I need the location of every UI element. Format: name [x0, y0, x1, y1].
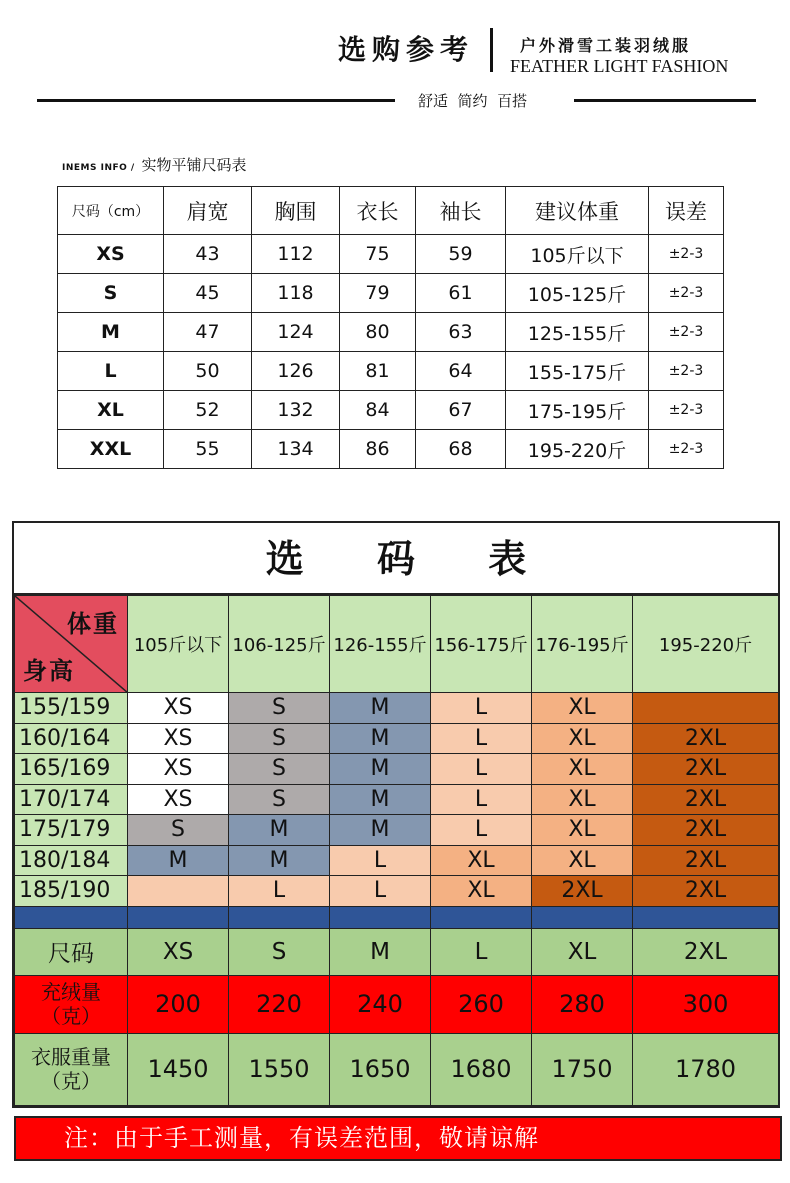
- flat-table-caption: [62, 154, 247, 175]
- down-fill-cell: 260: [431, 975, 532, 1033]
- table-cell: 79: [340, 274, 416, 313]
- size-recommendation-cell: S: [229, 723, 330, 754]
- weight-range-cell: 126-155斤: [330, 596, 431, 693]
- size-recommendation-cell: 2XL: [633, 784, 779, 815]
- brand-tagline: FEATHER LIGHT FASHION: [510, 56, 729, 76]
- divider-cell: [532, 906, 633, 928]
- table-cell: 112: [252, 235, 340, 274]
- table-cell: XS: [58, 235, 164, 274]
- size-recommendation-cell: M: [330, 693, 431, 724]
- table-cell: 124: [252, 313, 340, 352]
- table-row: [58, 391, 724, 430]
- weight-header-row: [15, 596, 779, 693]
- size-recommendation-cell: L: [431, 754, 532, 785]
- table-cell: 67: [416, 391, 506, 430]
- size-recommendation-cell: XL: [532, 693, 633, 724]
- slogan: 舒适 简约 百搭: [418, 92, 528, 110]
- divider-row: [15, 906, 779, 928]
- size-cell: XL: [532, 928, 633, 975]
- size-row: [15, 928, 779, 975]
- garment-weight-cell: 1550: [229, 1033, 330, 1105]
- table-cell: ±2-3: [649, 235, 724, 274]
- height-range-cell: 170/174: [15, 784, 128, 815]
- down-fill-label-line1: 充绒量: [41, 980, 101, 1004]
- table-row: [58, 313, 724, 352]
- down-fill-cell: 200: [128, 975, 229, 1033]
- down-fill-label-line2: （克）: [41, 1004, 101, 1028]
- height-axis-label: 身高: [23, 657, 75, 685]
- table-row: [58, 235, 724, 274]
- garment-weight-cell: 1780: [633, 1033, 779, 1105]
- size-chart: [12, 521, 780, 1108]
- table-cell: 125-155斤: [506, 313, 649, 352]
- size-chart-table: [14, 595, 779, 1106]
- size-recommendation-cell: 2XL: [532, 876, 633, 907]
- size-recommendation-cell: XL: [532, 845, 633, 876]
- height-row: [15, 876, 779, 907]
- size-recommendation-cell: XS: [128, 693, 229, 724]
- divider-cell: [128, 906, 229, 928]
- size-recommendation-cell: 2XL: [633, 845, 779, 876]
- table-cell: S: [58, 274, 164, 313]
- height-row: [15, 693, 779, 724]
- height-range-cell: 155/159: [15, 693, 128, 724]
- table-cell: 61: [416, 274, 506, 313]
- size-recommendation-cell: 2XL: [633, 754, 779, 785]
- size-recommendation-cell: L: [431, 693, 532, 724]
- weight-range-cell: 106-125斤: [229, 596, 330, 693]
- size-recommendation-cell: S: [229, 754, 330, 785]
- down-fill-cell: 240: [330, 975, 431, 1033]
- size-recommendation-cell: XL: [431, 876, 532, 907]
- size-recommendation-cell: M: [330, 784, 431, 815]
- divider-cell: [633, 906, 779, 928]
- size-recommendation-cell: L: [229, 876, 330, 907]
- size-recommendation-cell: XS: [128, 784, 229, 815]
- table-cell: 175-195斤: [506, 391, 649, 430]
- weight-range-cell: 176-195斤: [532, 596, 633, 693]
- table-cell: 59: [416, 235, 506, 274]
- height-range-cell: 175/179: [15, 815, 128, 846]
- page-title: 选购参考: [338, 33, 475, 66]
- title-divider: [490, 28, 493, 72]
- size-cell: M: [330, 928, 431, 975]
- size-recommendation-cell: 2XL: [633, 723, 779, 754]
- table-cell: 80: [340, 313, 416, 352]
- header-cell: 衣长: [340, 187, 416, 235]
- table-cell: 132: [252, 391, 340, 430]
- garment-weight-cell: 1650: [330, 1033, 431, 1105]
- size-recommendation-cell: XS: [128, 723, 229, 754]
- size-cell: S: [229, 928, 330, 975]
- size-recommendation-cell: M: [229, 845, 330, 876]
- table-cell: 134: [252, 430, 340, 469]
- corner-cell: [15, 596, 128, 693]
- garment-weight-cell: 1750: [532, 1033, 633, 1105]
- height-row: [15, 845, 779, 876]
- size-recommendation-cell: XL: [431, 845, 532, 876]
- down-fill-label: [15, 975, 128, 1033]
- header-cell: 尺码（cm）: [58, 187, 164, 235]
- table-cell: 63: [416, 313, 506, 352]
- header-cell: 胸围: [252, 187, 340, 235]
- height-row: [15, 815, 779, 846]
- down-fill-cell: 300: [633, 975, 779, 1033]
- table-cell: 43: [164, 235, 252, 274]
- garment-weight-label-line1: 衣服重量: [31, 1045, 111, 1069]
- divider-cell: [229, 906, 330, 928]
- height-range-cell: 185/190: [15, 876, 128, 907]
- size-label: 尺码: [15, 928, 128, 975]
- table-row: [58, 274, 724, 313]
- table-cell: ±2-3: [649, 274, 724, 313]
- size-cell: L: [431, 928, 532, 975]
- size-recommendation-cell: [128, 876, 229, 907]
- header-cell: 误差: [649, 187, 724, 235]
- size-recommendation-cell: L: [330, 876, 431, 907]
- table-cell: L: [58, 352, 164, 391]
- garment-weight-cell: 1450: [128, 1033, 229, 1105]
- divider-cell: [431, 906, 532, 928]
- header-cell: 建议体重: [506, 187, 649, 235]
- size-recommendation-cell: L: [431, 784, 532, 815]
- table-cell: 118: [252, 274, 340, 313]
- down-fill-row: [15, 975, 779, 1033]
- rule-left: [37, 99, 395, 102]
- size-cell: 2XL: [633, 928, 779, 975]
- table-header-row: [58, 187, 724, 235]
- size-cell: XS: [128, 928, 229, 975]
- size-recommendation-cell: L: [431, 723, 532, 754]
- size-chart-title: 选 码 表: [14, 523, 778, 595]
- size-recommendation-cell: XL: [532, 723, 633, 754]
- header-cell: 肩宽: [164, 187, 252, 235]
- rule-right: [574, 99, 756, 102]
- table-cell: XL: [58, 391, 164, 430]
- table-cell: 195-220斤: [506, 430, 649, 469]
- down-fill-cell: 220: [229, 975, 330, 1033]
- size-recommendation-cell: M: [128, 845, 229, 876]
- table-cell: ±2-3: [649, 391, 724, 430]
- garment-weight-label-line2: （克）: [41, 1069, 101, 1093]
- garment-weight-cell: 1680: [431, 1033, 532, 1105]
- size-recommendation-cell: S: [128, 815, 229, 846]
- weight-range-cell: 105斤以下: [128, 596, 229, 693]
- measurement-note: 注：由于手工测量，有误差范围，敬请谅解: [14, 1116, 782, 1161]
- size-recommendation-cell: 2XL: [633, 815, 779, 846]
- size-recommendation-cell: XL: [532, 815, 633, 846]
- height-range-cell: 180/184: [15, 845, 128, 876]
- table-cell: 105-125斤: [506, 274, 649, 313]
- product-name: 户外滑雪工装羽绒服: [520, 36, 692, 55]
- garment-weight-label: [15, 1033, 128, 1105]
- table-cell: 105斤以下: [506, 235, 649, 274]
- weight-axis-label: 体重: [67, 610, 119, 638]
- down-fill-cell: 280: [532, 975, 633, 1033]
- height-row: [15, 784, 779, 815]
- table-cell: ±2-3: [649, 313, 724, 352]
- table-cell: 47: [164, 313, 252, 352]
- size-recommendation-cell: [633, 693, 779, 724]
- height-range-cell: 160/164: [15, 723, 128, 754]
- table-cell: 68: [416, 430, 506, 469]
- size-recommendation-cell: S: [229, 784, 330, 815]
- table-cell: XXL: [58, 430, 164, 469]
- table-cell: 52: [164, 391, 252, 430]
- table-cell: 86: [340, 430, 416, 469]
- height-range-cell: 165/169: [15, 754, 128, 785]
- size-recommendation-cell: XS: [128, 754, 229, 785]
- table-cell: 50: [164, 352, 252, 391]
- size-recommendation-cell: M: [229, 815, 330, 846]
- divider-cell: [330, 906, 431, 928]
- table-cell: 75: [340, 235, 416, 274]
- flat-measure-table: [57, 186, 724, 469]
- table-cell: ±2-3: [649, 430, 724, 469]
- size-recommendation-cell: L: [330, 845, 431, 876]
- height-row: [15, 754, 779, 785]
- table-cell: 45: [164, 274, 252, 313]
- height-row: [15, 723, 779, 754]
- size-recommendation-cell: 2XL: [633, 876, 779, 907]
- caption-text: 实物平铺尺码表: [141, 156, 247, 174]
- table-cell: 155-175斤: [506, 352, 649, 391]
- table-row: [58, 352, 724, 391]
- size-recommendation-cell: M: [330, 723, 431, 754]
- table-cell: M: [58, 313, 164, 352]
- garment-weight-row: [15, 1033, 779, 1105]
- size-recommendation-cell: M: [330, 815, 431, 846]
- table-cell: 84: [340, 391, 416, 430]
- table-row: [58, 430, 724, 469]
- table-cell: 64: [416, 352, 506, 391]
- height-rows: [15, 693, 779, 907]
- table-cell: ±2-3: [649, 352, 724, 391]
- caption-small: INEMS INFO /: [62, 163, 135, 173]
- table-cell: 55: [164, 430, 252, 469]
- size-recommendation-cell: S: [229, 693, 330, 724]
- table-cell: 81: [340, 352, 416, 391]
- table-cell: 126: [252, 352, 340, 391]
- size-recommendation-cell: L: [431, 815, 532, 846]
- size-recommendation-cell: XL: [532, 754, 633, 785]
- size-recommendation-cell: XL: [532, 784, 633, 815]
- header-cell: 袖长: [416, 187, 506, 235]
- weight-range-cell: 156-175斤: [431, 596, 532, 693]
- size-recommendation-cell: M: [330, 754, 431, 785]
- weight-range-cell: 195-220斤: [633, 596, 779, 693]
- divider-cell: [15, 906, 128, 928]
